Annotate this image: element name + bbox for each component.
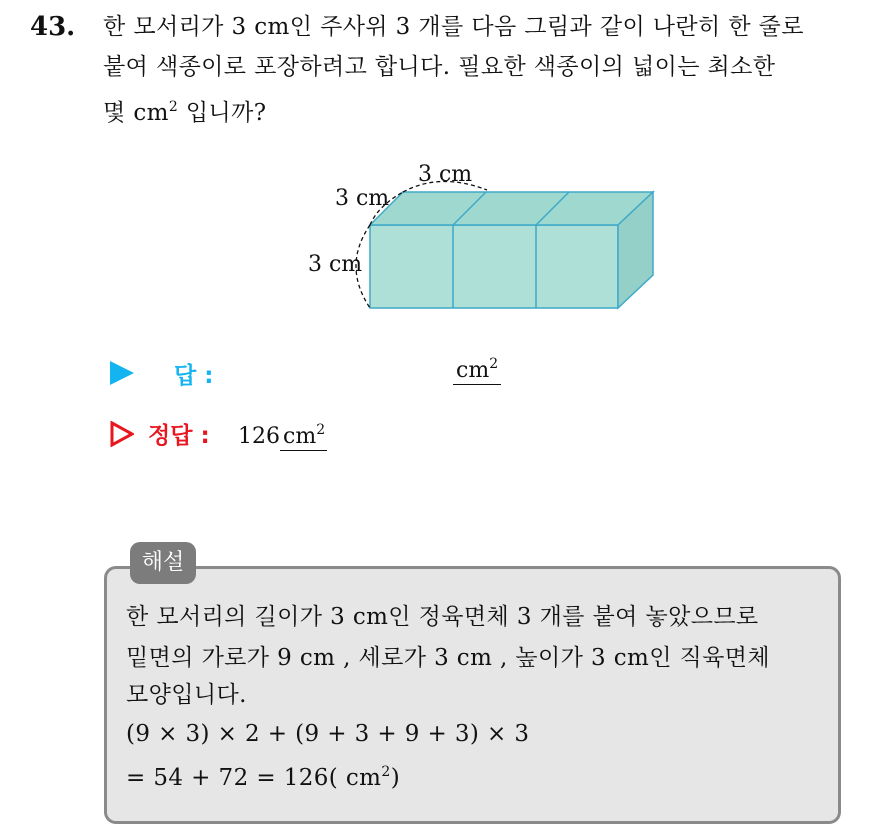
correct-triangle-icon [110,421,134,447]
explanation-line-2: 밑면의 가로가 9 cm , 세로가 3 cm , 높이가 3 cm인 직육면체 [126,645,771,671]
answer-unit[interactable] [453,356,501,385]
cubes-figure [300,150,670,320]
explanation-line5-post: ) [390,765,401,791]
cubes-front-face [370,225,618,308]
question-line3-pre: 몇 cm [103,100,169,126]
explanation-tab: 해설 [130,542,196,584]
answer-row [110,356,610,390]
figure-label-side: 3 cm [308,252,363,277]
correct-answer-value-wrap [238,422,327,449]
question-line3-post: 입니까? [178,100,267,126]
question-line3-sup: 2 [168,99,179,115]
correct-answer-unit-sup: 2 [316,422,326,438]
question-number: 43. [30,12,76,42]
answer-unit-text: cm [456,358,490,383]
correct-answer-label: 정답 : [148,423,210,449]
explanation-line-1: 한 모서리의 길이가 3 cm인 정육면체 3 개를 붙여 놓았으므로 [126,604,759,630]
question-text-line-1: 한 모서리가 3 cm인 주사위 3 개를 다음 그림과 같이 나란히 한 줄로 [103,14,804,40]
question-text-line-2: 붙여 색종이로 포장하려고 합니다. 필요한 색종이의 넓이는 최소한 [103,54,776,80]
cubes-top-face [370,192,653,225]
figure-label-top: 3 cm [418,162,473,187]
correct-answer-row [110,417,610,453]
explanation-line-4: (9 × 3) × 2 + (9 + 3 + 9 + 3) × 3 [126,721,530,747]
answer-label: 답 : [174,363,214,389]
explanation-line5-pre: = 54 + 72 = 126( cm [126,765,382,791]
answer-unit-sup: 2 [489,356,499,372]
figure-label-depth: 3 cm [335,186,390,211]
question-text-line-3 [103,92,266,128]
correct-answer-unit [280,424,327,451]
answer-triangle-icon [110,361,134,385]
correct-answer-value: 126 [238,424,280,449]
correct-answer-unit-text: cm [283,424,317,449]
explanation-line-3: 모양입니다. [126,682,247,708]
explanation-line5-sup: 2 [381,764,391,780]
explanation-line-5 [126,757,400,793]
